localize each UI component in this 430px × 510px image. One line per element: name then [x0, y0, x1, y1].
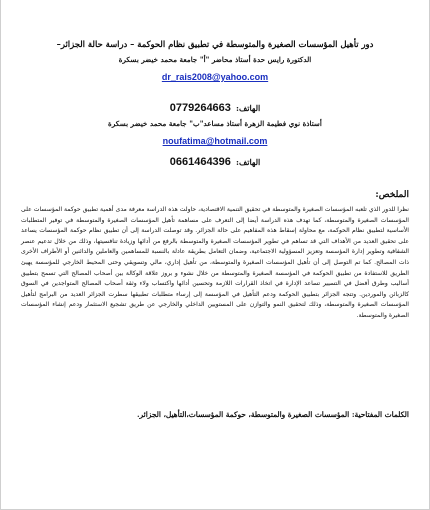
author2-block: [1, 115, 429, 148]
author1-affiliation: الدكتورة رايس حدة أستاذ محاضر "أ" جامعة محمد خيضر بسكرة: [118, 55, 312, 64]
author1-phone: 0779264663: [169, 102, 231, 114]
author2-phone-row: [1, 150, 429, 169]
keywords-label: الكلمات المفتاحية:: [351, 410, 409, 419]
author1-email[interactable]: dr_rais2008@yahoo.com: [161, 72, 269, 82]
keywords-line: [21, 410, 409, 419]
paper-title: دور تأهيل المؤسسات الصغيرة والمتوسطة في تطبيق نظام الحوكمة – دراسة حالة الجزائر–: [56, 39, 374, 49]
phone-label: الهاتف:: [236, 103, 261, 113]
author2-affiliation: أستاذة نوي فطيمة الزهرة أستاذ مساعد"ب" جامعة محمد خيضر بسكرة: [108, 119, 322, 128]
phone-label: الهاتف:: [236, 157, 261, 167]
keywords-text: المؤسسات الصغيرة والمتوسطة، حوكمة المؤسسات،التأهيل، الجزائر.: [136, 410, 350, 419]
author2-phone: 0661464396: [169, 156, 231, 168]
author2-email[interactable]: noufatima@hotmail.com: [162, 136, 268, 146]
abstract-text: نظرا للدور الذي تلعبه المؤسسات الصغيرة والمتوسطة في تحقيق التنمية الاقتصادية، حاولت هذه الدراسة معرفة مدى أهمية تطبيق حوكمة المؤسسات على المؤسسات الصغيرة والمتوسطة، كما تهدف هذه الدراسة أيضا إلى التعرف على مساهمة تأهيل المؤسسات الصغيرة والمتوسطة في توفير المتطلبات الأساسية لتطبيق نظام الحوكمة، مع محاولة إسقاط هذه المفاهيم على حالة الجزائر. وقد توصلت الدراسة إلى أن تطبيق نظام حوكمة المؤسسات يساعد على تحقيق العديد من الأهداف التي قد تساهم في تطوير المؤسسات الصغيرة والمتوسطة بالرفع من أدائها وزيادة تنافسيتها، وذلك من خلال تدعيم عنصر الشفافية وتطوير إدارة المؤسسة وتعزيز المسؤولية الاجتماعية، وضمان التعامل بطريقة عادلة بالنسبة للمساهمين والعاملين والدائنين أو الأطراف الأخرى ذات المصالح. كما تم التوصل إلى أن تأهيل المؤسسات الصغيرة والمتوسطة، من تأهيل إداري، مالي وتسويقي وحتى المحيط الخارجي للمؤسسة يهيئ الطريق للاستفادة من تطبيق الحوكمة في المؤسسة الصغيرة والمتوسطة من خلال نشوء و بروز علاقة الوكالة بين أصحاب المصالح التي تسمح بتطبيق أساليب وطرق أفضل في التسيير تساعد الإدارة في اتخاذ القرارات اللازمة وتحسين أدائها واكتساب ولاء وثقة أصحاب المصالح المتواجدين في السوق كالزبائن والموردين. وتتجه الجزائر بتطبيق الحوكمة ودعم التأهيل في المؤسسة إلى إرساء متطلبات تطبيقها سطرت الجزائر العديد من البرامج لتأهيل المؤسسات الصغيرة والمتوسطة، وذلك لتحقيق النمو والتوازن على المستويين الداخلي والخارجي عن طريق تشجيع الاستثمار ودعم إنشاء المؤسسات الصغيرة والمتوسطة.: [21, 206, 409, 319]
author1-phone-row: [1, 96, 429, 115]
abstract-heading: الملخص:: [375, 190, 409, 200]
paper-header: [1, 38, 429, 84]
